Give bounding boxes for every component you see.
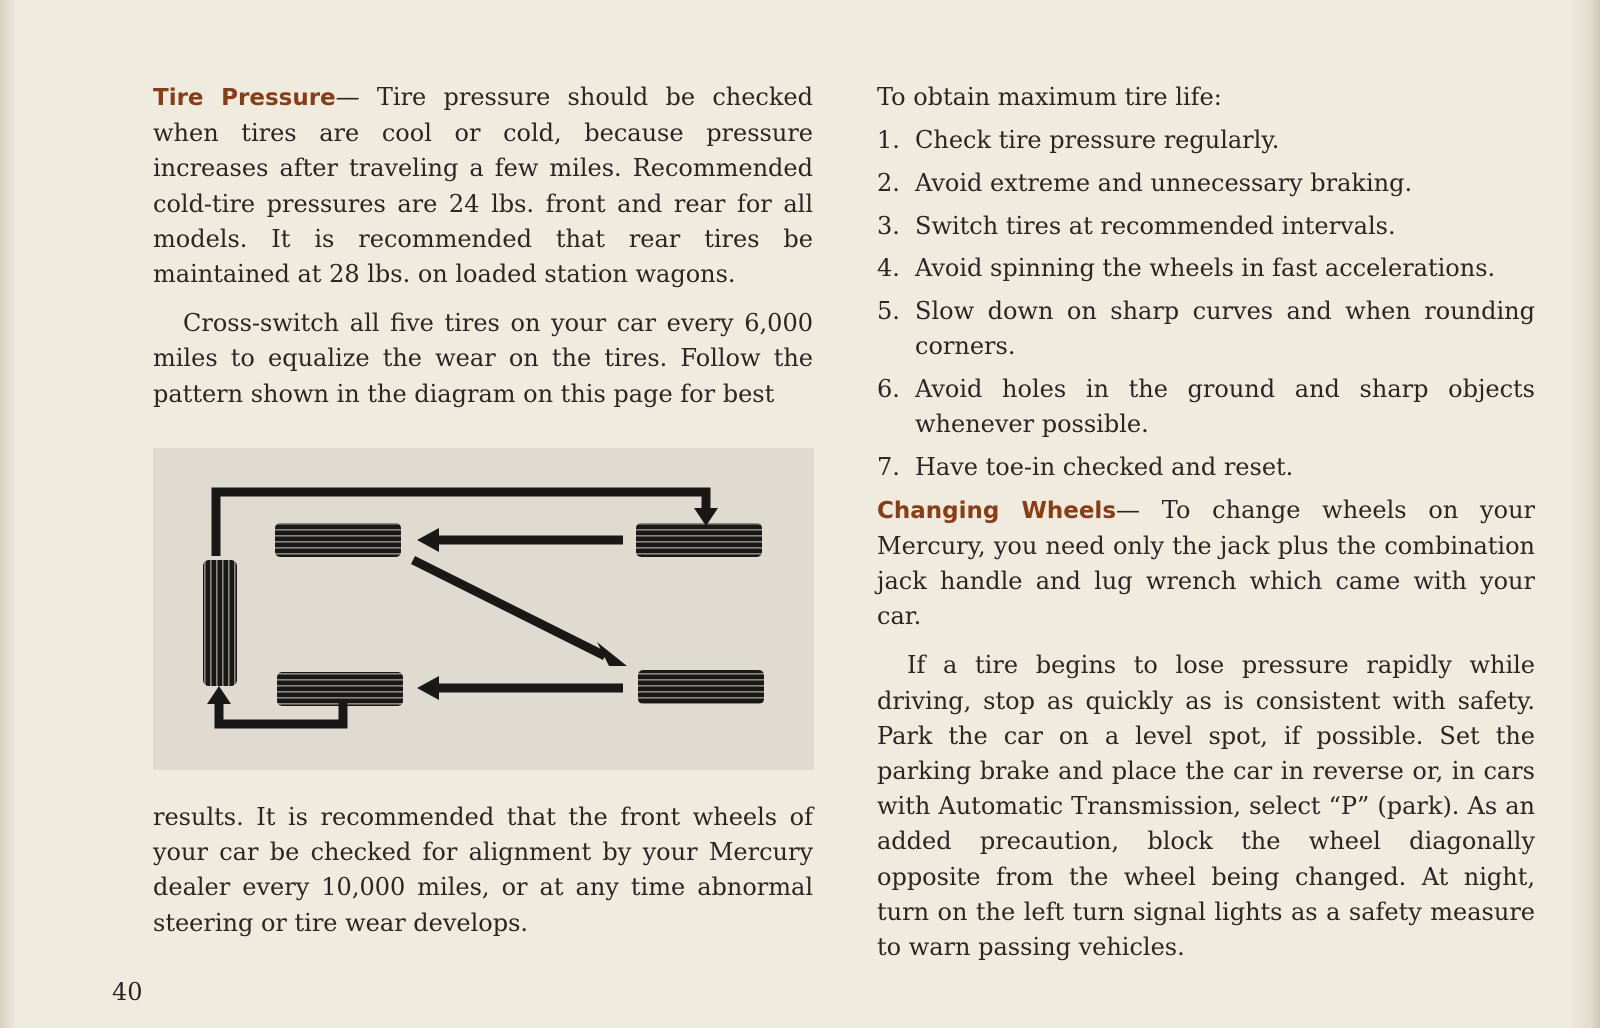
flat-tire-paragraph: If a tire begins to lose pressure rapidly while driving, stop as quickly as is consistent with safety. Park the car on a level spot, if possible. Set the parking brake and place the car in reverse or, in cars with Automatic Transmission, select “P” (park). As an added precaution, block the wheel diagonally opposite from the wheel being changed. At night, turn on the left turn signal lights as a safety measure to warn passing vehicles. [877,651,1535,961]
alignment-paragraph: results. It is recommended that the front wheels of your car be checked for alignment by your Mercury dealer every 10,000 miles, or at any time abnormal steering or tire wear develops. [153,803,813,937]
list-item: 5. Slow down on sharp curves and when rounding corners. [877,297,1535,361]
left-column [153,80,813,412]
cross-switch-paragraph: Cross-switch all five tires on your car every 6,000 miles to equalize the wear on the tires. Follow the pattern shown in the diagram on this page for best [153,309,813,408]
list-item: 6. Avoid holes in the ground and sharp objects whenever possible. [877,374,1535,439]
list-item: 4. Avoid spinning the wheels in fast accelerations. [877,254,1496,283]
tire-life-intro: To obtain maximum tire life: [877,83,1222,111]
list-item: 3. Switch tires at recommended intervals. [877,211,1396,240]
changing-wheels-paragraph [877,493,1535,635]
page-binding-edge [0,0,14,1028]
tire-pressure-text: — Tire pressure should be checked when tires are cool or cold, because pressure increases after traveling a few miles. Recommended cold-tire pressures are 24 lbs. front and rear for all models. It is recommended that rear tires be maintained at 28 lbs. on loaded station wagons. [153,83,813,289]
list-item: 2. Avoid extreme and unnecessary braking. [877,168,1413,197]
spare-tire [203,560,237,686]
changing-wheels-heading: Changing Wheels [877,497,1117,524]
tire-rotation-diagram [153,448,814,770]
tire-pressure-paragraph [153,80,813,292]
page-number: 40 [112,978,143,1006]
list-item: 1. Check tire pressure regularly. [877,126,1280,155]
right-front-tire [636,523,762,557]
page-outer-edge [1570,0,1600,1028]
right-column [877,80,1535,965]
right-rear-tire [638,670,764,704]
changing-wheels-text: — To change wheels on your Mercury, you need only the jack plus the combination jack handle and lug wrench which came with your car. [877,495,1535,631]
tire-rotation-svg [153,448,814,770]
left-column-continued [153,800,813,941]
arrow-right-rear-to-left-rear [417,676,623,700]
left-rear-tire [277,672,403,706]
tire-pressure-heading: Tire Pressure [153,85,336,111]
list-item: 7. Have toe-in checked and reset. [877,452,1294,481]
left-front-tire [275,523,401,557]
tire-life-tips-list [877,123,1535,485]
arrow-left-front-to-right-rear [413,560,627,666]
arrow-right-front-to-left-front [417,528,623,552]
